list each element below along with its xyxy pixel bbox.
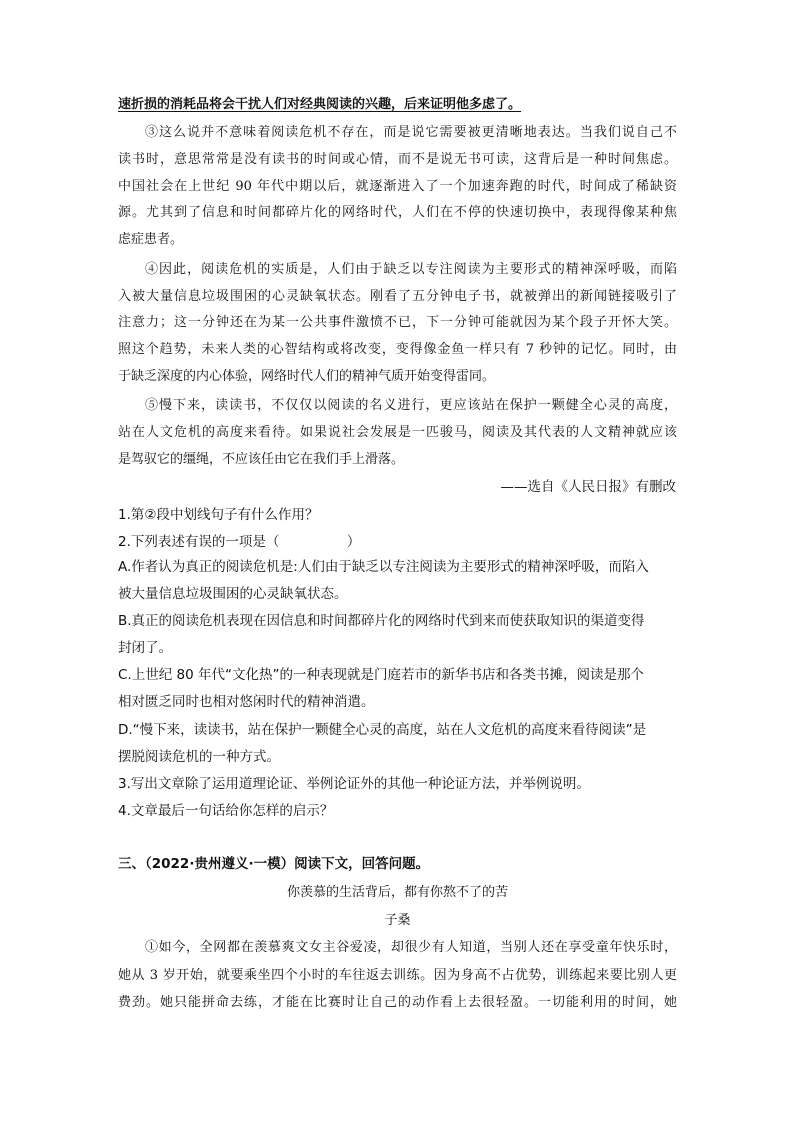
paragraph-5-line: 站在人文危机的高度来看待。如果说社会发展是一匹骏马，阅读及其代表的人文精神就应该 [118, 425, 677, 440]
paragraph-3-line: 中国社会在上世纪 90 年代中期以后，就逐渐进入了一个加速奔跑的时代，时间成了稀缺资 [118, 179, 677, 194]
question-2: 2.下列表述有误的一项是（ ） [118, 534, 361, 550]
option-c-line: 相对匮乏同时也相对悠闲时代的精神消遣。 [118, 694, 375, 710]
article-author: 子桑 [384, 913, 411, 928]
option-d-line: 摆脱阅读危机的一种方式。 [118, 749, 280, 765]
question-3: 3.写出文章除了运用道理论证、举例论证外的其他一种论证方法，并举例说明。 [118, 776, 590, 792]
option-b-line: B.真正的阅读危机表现在因信息和时间都碎片化的网络时代到来而使获取知识的渠道变得 [118, 613, 645, 629]
paragraph-3-line: 源。尤其到了信息和时间都碎片化的网络时代，人们在不停的快速切换中，表现得像某种焦 [118, 205, 677, 220]
question-4: 4.文章最后一句话给你怎样的启示？ [118, 803, 334, 819]
article-paragraph-1-line: 她从 3 岁开始，就要乘坐四个小时的车往返去训练。因为身高不占优势，训练起来要比别人更 [118, 968, 677, 983]
source-citation: ——选自《人民日报》有删改 [500, 479, 676, 495]
paragraph-4-line: 入被大量信息垃圾围困的心灵缺氧状态。刚看了五分钟电子书，就被弹出的新闻链接吸引了 [118, 289, 677, 304]
option-d-line: D.“慢下来，读读书，站在保护一颗健全心灵的高度，站在人文危机的高度来看待阅读”是 [118, 722, 647, 738]
article-paragraph-1-line: 费劲。她只能拼命去练，才能在比赛时让自己的动作看上去很轻盈。一切能利用的时间，她 [118, 995, 677, 1010]
paragraph-4-line: 注意力；这一分钟还在为某一公共事件激愤不已，下一分钟可能就因为某个段子开怀大笑。 [118, 315, 677, 330]
paragraph-5-line: 是驾驭它的缰绳，不应该任由它在我们手上滑落。 [118, 452, 405, 467]
paragraph-5-line: ⑤慢下来，读读书，不仅仅以阅读的名义进行，更应该站在保护一颗健全心灵的高度， [145, 398, 677, 413]
paragraph-4-line: ④因此，阅读危机的实质是，人们由于缺乏以专注阅读为主要形式的精神深呼吸，而陷 [145, 262, 677, 277]
question-1: 1.第②段中划线句子有什么作用？ [118, 507, 319, 523]
underlined-sentence: 速折损的消耗品将会干扰人们对经典阅读的兴趣，后来证明他多虑了。 [118, 97, 522, 112]
option-c-line: C.上世纪 80 年代“文化热”的一种表现就是门庭若市的新华书店和各类书摊，阅读是那个 [118, 667, 644, 683]
article-paragraph-1-line: ①如今，全网都在羡慕爽文女主谷爱凌，却很少有人知道，当别人还在享受童年快乐时， [145, 940, 677, 955]
option-a-line: A.作者认为真正的阅读危机是:人们由于缺乏以专注阅读为主要形式的精神深呼吸，而陷入 [118, 559, 649, 575]
paragraph-4-line: 于缺乏深度的内心体验，网络时代人们的精神气质开始变得雷同。 [118, 369, 496, 384]
paragraph-4-line: 照这个趋势，未来人类的心智结构或将改变，变得像金鱼一样只有 7 秒钟的记忆。同时，由 [118, 342, 677, 357]
paragraph-3-line: ③这么说并不意味着阅读危机不存在，而是说它需要被更清晰地表达。当我们说自己不 [145, 125, 677, 140]
option-a-line: 被大量信息垃圾围困的心灵缺氧状态。 [118, 586, 348, 602]
option-b-line: 封闭了。 [118, 640, 172, 656]
paragraph-3-line: 虑症患者。 [118, 232, 184, 247]
article-title: 你羡慕的生活背后，都有你熬不了的苦 [286, 885, 508, 900]
paragraph-3-line: 读书时，意思常常是没有读书的时间或心情，而不是说无书可读，这背后是一种时间焦虑。 [118, 152, 677, 167]
section-heading: 三、（2022·贵州遵义·一模）阅读下文，回答问题。 [118, 856, 430, 872]
